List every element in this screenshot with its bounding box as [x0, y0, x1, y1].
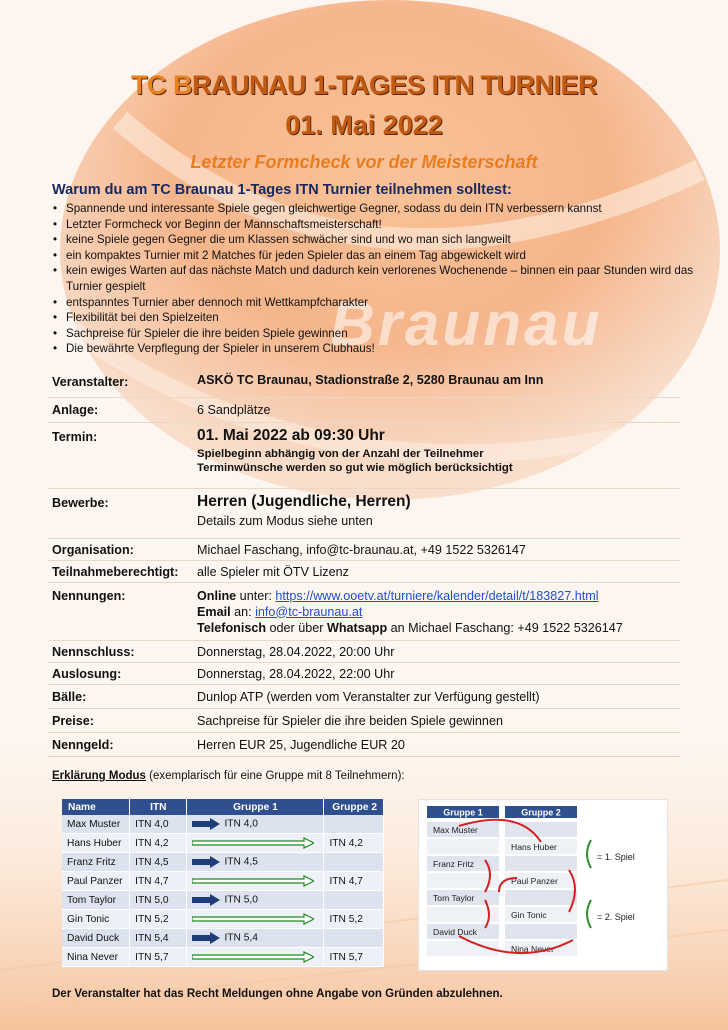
diagram-player-g1: David Duck — [433, 927, 477, 937]
value-organisation: Michael Faschang, info@tc-braunau.at, +49 1522 5326147 — [197, 538, 680, 560]
row-nennungen — [48, 582, 680, 640]
value-teilnahme: alle Spieler mit ÖTV Lizenz — [197, 560, 680, 582]
group-1-cell: ITN 4,0 — [187, 815, 324, 834]
group-table-row — [62, 872, 384, 891]
col-gruppe-1: Gruppe 1 — [187, 799, 324, 815]
value-nenngeld: Herren EUR 25, Jugendliche EUR 20 — [197, 732, 680, 756]
group-2-cell: ITN 5,7 — [324, 948, 384, 967]
why-heading: Warum du am TC Braunau 1-Tages ITN Turnier teilnehmen solltest: — [52, 182, 512, 198]
group-1-cell — [187, 948, 324, 967]
label-veranstalter: Veranstalter: — [48, 369, 197, 397]
player-itn: ITN 4,5 — [130, 853, 187, 872]
bewerbe-note: Details zum Modus siehe unten — [197, 513, 373, 528]
label-anlage: Anlage: — [48, 397, 197, 422]
row-baelle — [48, 684, 680, 708]
row-bewerbe — [48, 488, 680, 538]
reason-item: • Flexibilität bei den Spielzeiten — [66, 310, 706, 326]
group-1-cell: ITN 5,4 — [187, 929, 324, 948]
event-date: 01. Mai 2022 — [285, 110, 443, 140]
group-2-cell — [324, 815, 384, 834]
group-table-header — [62, 799, 384, 815]
nennungen-email: Email an: info@tc-braunau.at — [197, 604, 363, 619]
row-termin — [48, 422, 680, 488]
diagram-player-g2: Paul Panzer — [511, 876, 558, 886]
diagram-cell — [505, 822, 577, 837]
diagram-col2-label: Gruppe 2 — [521, 807, 561, 818]
group-table-row — [62, 891, 384, 910]
label-termin: Termin: — [48, 422, 197, 488]
group-table-row — [62, 910, 384, 929]
player-itn: ITN 5,7 — [130, 948, 187, 967]
player-name: David Duck — [62, 929, 130, 948]
label-nenngeld: Nenngeld: — [48, 732, 197, 756]
col-itn: ITN — [130, 799, 187, 815]
group-1-cell — [187, 834, 324, 853]
group-2-cell: ITN 4,7 — [324, 872, 384, 891]
arrow-icon — [192, 818, 220, 830]
arrow-icon — [192, 951, 314, 963]
group-2-cell — [324, 891, 384, 910]
diagram-player-g2: Nina Never — [511, 944, 554, 954]
diagram-cell — [505, 856, 577, 871]
player-itn: ITN 4,0 — [130, 815, 187, 834]
diagram-col1-label: Gruppe 1 — [443, 807, 483, 818]
diagram-player-g1: Tom Taylor — [433, 893, 475, 903]
termin-note-1: Spielbeginn abhängig von der Anzahl der Teilnehmer — [197, 447, 484, 460]
diagram-cell — [505, 890, 577, 905]
row-anlage — [48, 397, 680, 422]
title-rest: RAUNAU 1-TAGES ITN TURNIER — [192, 70, 597, 100]
group-2-cell: ITN 5,2 — [324, 910, 384, 929]
online-registration-link[interactable]: https://www.ooetv.at/turniere/kalender/detail/t/183827.html — [275, 588, 599, 603]
arrow-icon — [192, 837, 314, 849]
value-veranstalter: ASKÖ TC Braunau, Stadionstraße 2, 5280 Braunau am Inn — [197, 369, 680, 397]
diagram-player-g2: Gin Tonic — [511, 910, 547, 920]
reason-item: • ein kompaktes Turnier mit 2 Matches für jeden Spieler das an einem Tag abgewickelt wird — [66, 248, 706, 264]
info-table — [48, 369, 680, 757]
title-lead: TC B — [131, 70, 192, 100]
label-nennungen: Nennungen: — [48, 582, 197, 640]
group-table-row — [62, 853, 384, 872]
row-veranstalter — [48, 369, 680, 397]
group-table-row — [62, 834, 384, 853]
row-nennschluss — [48, 640, 680, 662]
round-2-label: = 2. Spiel — [597, 912, 635, 922]
diagram-player-g2: Hans Huber — [511, 842, 557, 852]
email-link[interactable]: info@tc-braunau.at — [255, 604, 363, 619]
group-2-cell — [324, 853, 384, 872]
value-auslosung: Donnerstag, 28.04.2022, 22:00 Uhr — [197, 662, 680, 684]
reason-item: • Letzter Formcheck vor Beginn der Mannschaftsmeisterschaft! — [66, 217, 706, 233]
player-name: Tom Taylor — [62, 891, 130, 910]
reason-item: • kein ewiges Warten auf das nächste Match und dadurch kein verlorenes Wochenende – binnen ein paar Stunden wird das Turnier gespielt — [66, 263, 706, 294]
nennungen-phone: Telefonisch oder über Whatsapp an Michael Faschang: +49 1522 5326147 — [197, 620, 623, 635]
player-itn: ITN 4,2 — [130, 834, 187, 853]
row-preise — [48, 708, 680, 732]
arrow-icon — [192, 932, 220, 944]
subtitle: Letzter Formcheck vor der Meisterschaft — [190, 152, 538, 172]
modus-heading: Erklärung Modus (exemplarisch für eine Gruppe mit 8 Teilnehmern): — [52, 770, 405, 782]
value-anlage: 6 Sandplätze — [197, 397, 680, 422]
bewerbe-value: Herren (Jugendliche, Herren) — [197, 492, 411, 510]
value-bewerbe — [197, 488, 680, 538]
group-1-cell: ITN 4,5 — [187, 853, 324, 872]
round-1-bracket — [587, 840, 591, 868]
arrow-icon — [192, 913, 314, 925]
label-baelle: Bälle: — [48, 684, 197, 708]
diagram-player-g1: Franz Fritz — [433, 859, 475, 869]
group-1-cell — [187, 910, 324, 929]
reason-item: • entspanntes Turnier aber dennoch mit Wettkampfcharakter — [66, 295, 706, 311]
label-teilnahme: Teilnahmeberechtigt: — [48, 560, 197, 582]
arrow-icon — [192, 894, 220, 906]
col-name: Name — [62, 799, 130, 815]
termin-note-2: Terminwünsche werden so gut wie möglich berücksichtigt — [197, 461, 513, 474]
player-itn: ITN 5,2 — [130, 910, 187, 929]
diagram-player-g1: Max Muster — [433, 825, 478, 835]
label-bewerbe: Bewerbe: — [48, 488, 197, 538]
player-name: Gin Tonic — [62, 910, 130, 929]
group-2-cell: ITN 4,2 — [324, 834, 384, 853]
player-name: Hans Huber — [62, 834, 130, 853]
label-auslosung: Auslosung: — [48, 662, 197, 684]
group-assignment-table — [62, 799, 384, 967]
footer-note: Der Veranstalter hat das Recht Meldungen ohne Angabe von Gründen abzulehnen. — [52, 988, 503, 1000]
reasons-list — [50, 201, 706, 357]
label-nennschluss: Nennschluss: — [48, 640, 197, 662]
nennungen-online: Online unter: https://www.ooetv.at/turniere/kalender/detail/t/183827.html — [197, 588, 599, 603]
arrow-icon — [192, 856, 220, 868]
player-itn: ITN 5,4 — [130, 929, 187, 948]
value-baelle: Dunlop ATP (werden vom Veranstalter zur Verfügung gestellt) — [197, 684, 680, 708]
player-name: Max Muster — [62, 815, 130, 834]
arrow-icon — [192, 875, 314, 887]
player-itn: ITN 4,7 — [130, 872, 187, 891]
reason-item: • Sachpreise für Spieler die ihre beiden Spiele gewinnen — [66, 326, 706, 342]
value-preise: Sachpreise für Spieler die ihre beiden Spiele gewinnen — [197, 708, 680, 732]
label-preise: Preise: — [48, 708, 197, 732]
row-nenngeld — [48, 732, 680, 756]
value-termin — [197, 422, 680, 488]
player-name: Paul Panzer — [62, 872, 130, 891]
round-2-bracket — [587, 900, 591, 928]
row-teilnahme — [48, 560, 680, 582]
player-name: Nina Never — [62, 948, 130, 967]
group-table-row — [62, 815, 384, 834]
reason-item: • keine Spiele gegen Gegner die um Klassen schwächer sind und wo man sich langweilt — [66, 232, 706, 248]
draw-diagram — [418, 799, 668, 971]
watermark-text: Braunau — [330, 290, 603, 359]
label-organisation: Organisation: — [48, 538, 197, 560]
diagram-cell — [427, 839, 499, 854]
group-1-cell — [187, 872, 324, 891]
termin-date: 01. Mai 2022 ab 09:30 Uhr — [197, 426, 385, 444]
player-itn: ITN 5,0 — [130, 891, 187, 910]
group-table-row — [62, 929, 384, 948]
row-organisation — [48, 538, 680, 560]
col-gruppe-2: Gruppe 2 — [324, 799, 384, 815]
group-1-cell: ITN 5,0 — [187, 891, 324, 910]
row-auslosung — [48, 662, 680, 684]
group-table-row — [62, 948, 384, 967]
reason-item: • Spannende und interessante Spiele gegen gleichwertige Gegner, sodass du dein ITN verbessern kannst — [66, 201, 706, 217]
page-title — [0, 70, 728, 101]
diagram-cell — [505, 924, 577, 939]
value-nennungen — [197, 582, 680, 640]
group-2-cell — [324, 929, 384, 948]
reason-item: • Die bewährte Verpflegung der Spieler in unserem Clubhaus! — [66, 341, 706, 357]
player-name: Franz Fritz — [62, 853, 130, 872]
round-1-label: = 1. Spiel — [597, 852, 635, 862]
value-nennschluss: Donnerstag, 28.04.2022, 20:00 Uhr — [197, 640, 680, 662]
